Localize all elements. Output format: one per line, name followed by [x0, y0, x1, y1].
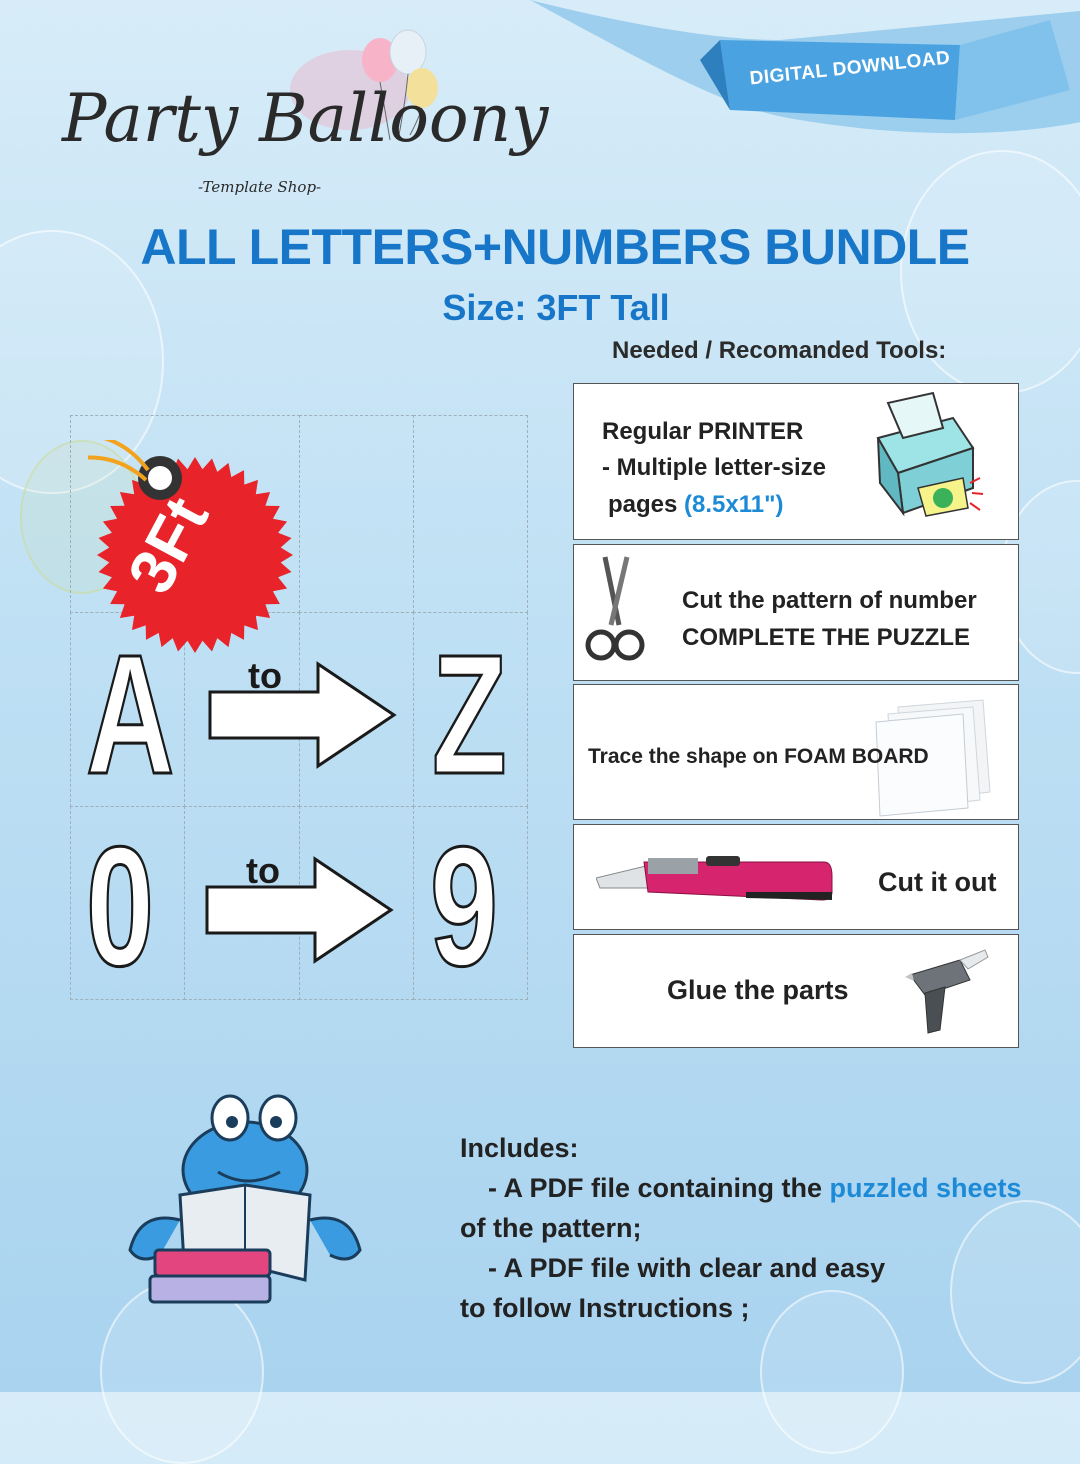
number-9-outline: 9 [430, 812, 499, 1002]
numbers-to-label: to [246, 850, 280, 891]
letter-a-outline: A [86, 620, 175, 810]
includes-item1 [460, 1168, 1022, 1208]
tag-label: 3Ft [113, 485, 223, 605]
logo-wordmark: Party Balloony [62, 80, 549, 157]
letters-to-label: to [248, 655, 282, 696]
grid-cell [299, 415, 414, 613]
logo-subtitle: -Template Shop- [198, 178, 322, 196]
cut-pattern-line2: COMPLETE THE PUZZLE [682, 624, 970, 651]
glue-text: Glue the parts [667, 975, 849, 1005]
includes-heading: Includes: [460, 1133, 579, 1163]
grid-cell [413, 415, 528, 613]
trace-text: Trace the shape on FOAM BOARD [588, 745, 929, 768]
cut-out-text: Cut it out [878, 867, 997, 897]
cut-pattern-line1: Cut the pattern of number [682, 587, 977, 614]
includes-section [460, 1128, 1022, 1328]
scissors-icon [585, 555, 645, 670]
printer-line3 [608, 491, 783, 519]
utility-knife-icon [596, 848, 834, 908]
printer-size-highlight: (8.5x11") [684, 491, 784, 518]
printer-pages-text: pages [608, 491, 685, 518]
page-title: ALL LETTERS+NUMBERS BUNDLE [140, 219, 970, 275]
letter-z-outline: Z [432, 620, 507, 810]
printer-line2: - Multiple letter-size [602, 454, 827, 481]
number-0-outline: 0 [86, 812, 155, 1002]
digital-download-label: DIGITAL DOWNLOAD [748, 47, 952, 90]
arrow-right-icon [208, 660, 398, 770]
arrow-right-icon [205, 855, 395, 965]
ribbon-banner [530, 0, 1080, 170]
printer-icon [858, 388, 988, 533]
size-label: Size: 3FT Tall [442, 287, 670, 328]
frog-mascot-icon [120, 1090, 370, 1315]
tools-heading: Needed / Recomanded Tools: [612, 337, 947, 364]
glue-gun-icon [900, 945, 990, 1037]
includes-item2-line2: to follow Instructions ; [460, 1293, 750, 1323]
includes-item2-line1: - A PDF file with clear and easy [488, 1253, 886, 1283]
printer-line1: Regular PRINTER [602, 418, 804, 445]
includes-item1-highlight: puzzled sheets [829, 1173, 1022, 1203]
includes-item1-prefix: - A PDF file containing the [488, 1173, 830, 1203]
includes-item1-suffix: of the pattern; [460, 1213, 642, 1243]
